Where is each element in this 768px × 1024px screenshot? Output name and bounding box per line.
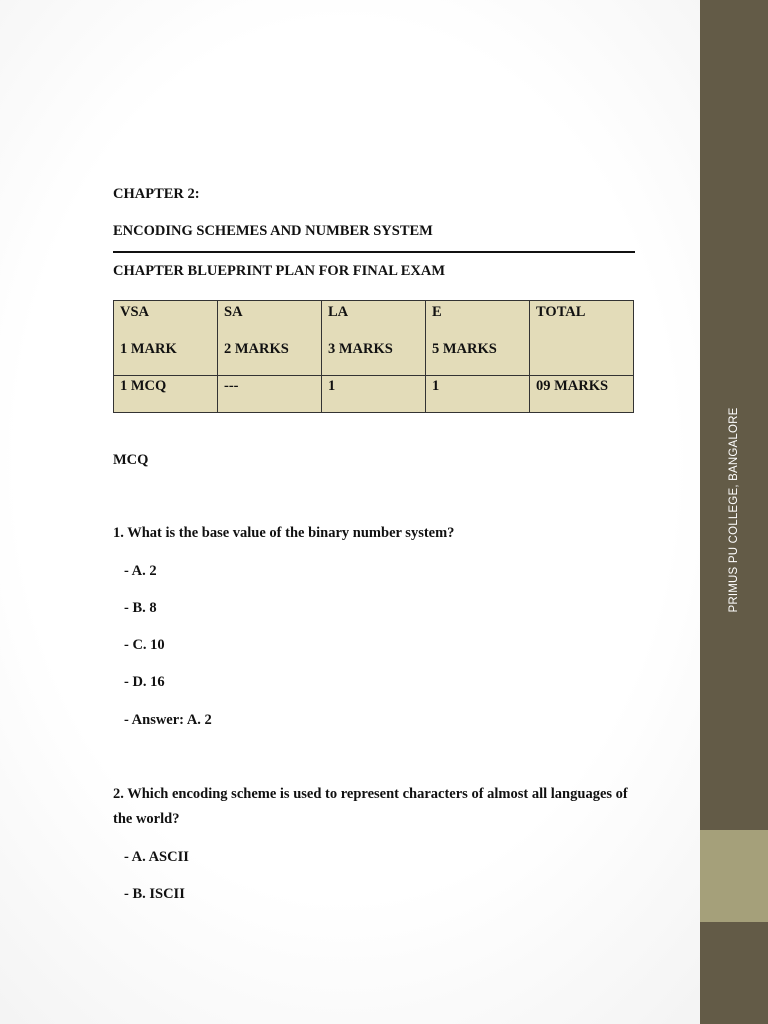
chapter-title: ENCODING SCHEMES AND NUMBER SYSTEM (113, 223, 433, 239)
question-1: 1. What is the base value of the binary number system? (113, 525, 455, 541)
table-cell: 1 (322, 376, 426, 413)
chapter-label: CHAPTER 2: (113, 186, 200, 202)
question-2-option-b: - B. ISCII (124, 886, 185, 902)
blueprint-table (113, 300, 634, 413)
sidebar-caption-wrap (700, 400, 768, 620)
question-1-option-b: - B. 8 (124, 600, 157, 616)
question-1-option-a: - A. 2 (124, 563, 157, 579)
question-1-option-c: - C. 10 (124, 637, 165, 653)
table-cell: TOTAL (530, 301, 634, 376)
table-cell: 1 (426, 376, 530, 413)
table-cell: VSA 1 MARK (114, 301, 218, 376)
table-header-row (114, 301, 634, 376)
question-2: 2. Which encoding scheme is used to represent characters of almost all languages of the world? (113, 786, 628, 827)
table-cell: 09 MARKS (530, 376, 634, 413)
blueprint-title: CHAPTER BLUEPRINT PLAN FOR FINAL EXAM (113, 263, 446, 279)
section-heading: MCQ (113, 452, 149, 468)
title-divider (113, 251, 635, 253)
table-cell: LA 3 MARKS (322, 301, 426, 376)
question-1-option-d: - D. 16 (124, 674, 165, 690)
table-cell: SA 2 MARKS (218, 301, 322, 376)
table-cell: 1 MCQ (114, 376, 218, 413)
question-2-option-a: - A. ASCII (124, 849, 189, 865)
question-1-answer: - Answer: A. 2 (124, 712, 212, 728)
sidebar-caption: PRIMUS PU COLLEGE, BANGALORE (728, 407, 740, 613)
table-cell: E 5 MARKS (426, 301, 530, 376)
table-cell: --- (218, 376, 322, 413)
table-row (114, 376, 634, 413)
sidebar-accent-block (700, 830, 768, 922)
